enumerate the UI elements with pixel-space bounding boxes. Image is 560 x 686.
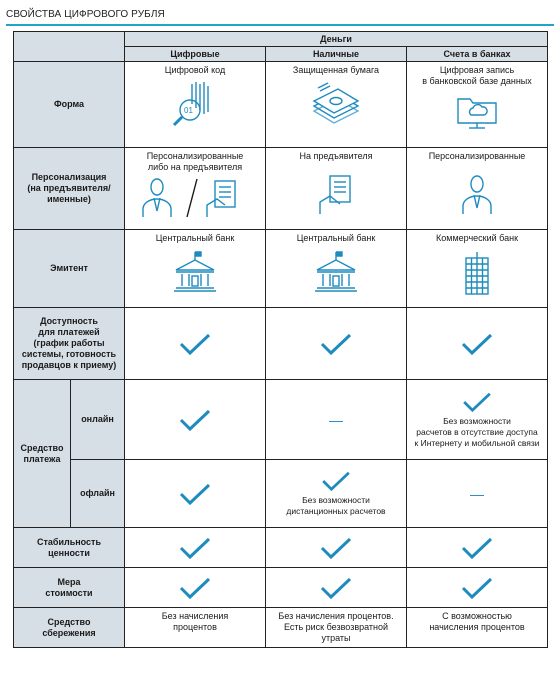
person-icon [135,175,255,219]
personal-digital-cell [125,148,266,230]
online-bank-note-1: Без возможности [443,415,511,426]
check-icon [460,391,494,413]
stability-digital-cell [125,528,266,568]
offline-cash-cell [266,460,407,528]
central-bank-building-icon [125,250,265,294]
row-label-availability [14,308,125,380]
personal-label-1: Персонализация [31,172,107,182]
check-icon [319,536,353,560]
form-digital-text: Цифровой код [164,65,226,75]
document-title: СВОЙСТВА ЦИФРОВОГО РУБЛЯ [6,9,165,20]
form-bank-text-1: Цифровая запись [439,65,515,75]
issuer-bank-cell [407,230,548,308]
check-icon [178,332,212,356]
col-header-cash: Наличные [266,47,407,62]
personal-label-2: (на предъявителя/ [27,183,111,193]
form-digital-cell [125,62,266,148]
person-icon [407,172,547,216]
check-icon [460,332,494,356]
form-bank-cell [407,62,548,148]
dash-icon: — [470,485,484,502]
check-icon [178,482,212,506]
saving-digital-text-1: Без начисления [161,611,229,621]
personal-label-3: именные) [47,194,91,204]
issuer-digital-cell [125,230,266,308]
row-label-payment [14,380,71,528]
availability-label-1: Доступность [40,316,98,326]
stability-cash-cell [266,528,407,568]
check-icon [178,536,212,560]
stability-bank-cell [407,528,548,568]
corner-cell [14,32,125,62]
saving-label-1: Средство [47,616,91,627]
offline-bank-cell [407,460,548,528]
online-digital-cell [125,380,266,460]
issuer-bank-text: Коммерческий банк [436,233,518,243]
issuer-digital-text: Центральный банк [155,233,235,243]
check-icon [460,576,494,600]
offline-cash-note-1: Без возможности [302,495,370,505]
magnifier-code-icon [125,80,265,130]
issuer-cash-cell [266,230,407,308]
row-label-personalization [14,148,125,230]
offline-digital-cell [125,460,266,528]
central-bank-building-icon [266,250,406,294]
hand-document-icon [266,172,406,216]
availability-label-3: (график работы [33,338,105,348]
personal-bank-text: Персонализированные [428,151,526,161]
row-label-issuer: Эмитент [14,230,125,308]
measure-digital-cell [125,568,266,608]
availability-bank-cell [407,308,548,380]
saving-cash-text-1: Без начисления процентов. [278,611,394,621]
row-label-online: онлайн [71,380,125,460]
payment-label-2: платежа [23,453,61,464]
personal-digital-text-1: Персонализированные [146,151,244,161]
person-or-hand-icons [125,175,265,219]
measure-bank-cell [407,568,548,608]
saving-cash-text-2: Есть риск безвозвратной [283,622,389,632]
availability-label-4: системы, готовность [21,349,117,359]
personal-cash-text: На предъявителя [299,151,373,161]
check-icon [178,576,212,600]
form-bank-text-2: в банковской базе данных [422,76,532,86]
availability-cash-cell [266,308,407,380]
banknote-stack-icon [266,80,406,130]
availability-label-5: продавцов к приему) [21,360,117,370]
stability-label-2: ценности [48,547,90,558]
cloud-folder-icon [407,91,547,131]
form-cash-cell [266,62,407,148]
col-header-bank: Счета в банках [407,47,548,62]
availability-label-2: для платежей [38,327,100,337]
properties-table [13,31,548,648]
row-label-offline: офлайн [71,460,125,528]
personal-bank-cell [407,148,548,230]
saving-cash-text-3: утраты [321,633,351,643]
measure-label-2: стоимости [45,587,93,598]
svg-text:01: 01 [184,106,193,115]
saving-digital-cell [125,608,266,648]
measure-cash-cell [266,568,407,608]
online-bank-cell [407,380,548,460]
row-label-saving [14,608,125,648]
offline-cash-note-2: дистанционных расчетов [286,506,386,516]
check-icon [178,408,212,432]
measure-label-1: Мера [57,576,81,587]
check-icon [319,332,353,356]
money-group-header: Деньги [125,32,548,47]
dash-icon: — [329,411,343,428]
saving-cash-cell [266,608,407,648]
personal-digital-text-2: либо на предъявителя [147,162,243,172]
saving-bank-text-1: С возможностью [442,611,512,621]
online-bank-note-3: к Интернету и мобильной связи [414,437,540,448]
form-cash-text: Защищенная бумага [292,65,380,75]
row-label-measure [14,568,125,608]
check-icon [319,470,353,492]
payment-label-1: Средство [20,442,64,453]
row-label-stability [14,528,125,568]
check-icon [319,576,353,600]
check-icon [460,536,494,560]
stability-label-1: Стабильность [36,536,101,547]
saving-bank-cell [407,608,548,648]
online-cash-cell [266,380,407,460]
saving-digital-text-2: процентов [173,622,217,632]
col-header-digital: Цифровые [125,47,266,62]
title-rule [6,24,554,26]
issuer-cash-text: Центральный банк [296,233,376,243]
office-building-icon [407,250,547,296]
personal-cash-cell [266,148,407,230]
saving-label-2: сбережения [42,627,96,638]
row-label-form: Форма [14,62,125,148]
online-bank-note-2: расчетов в отсутствие доступа [416,426,538,437]
availability-digital-cell [125,308,266,380]
saving-bank-text-2: начисления процентов [429,622,525,632]
